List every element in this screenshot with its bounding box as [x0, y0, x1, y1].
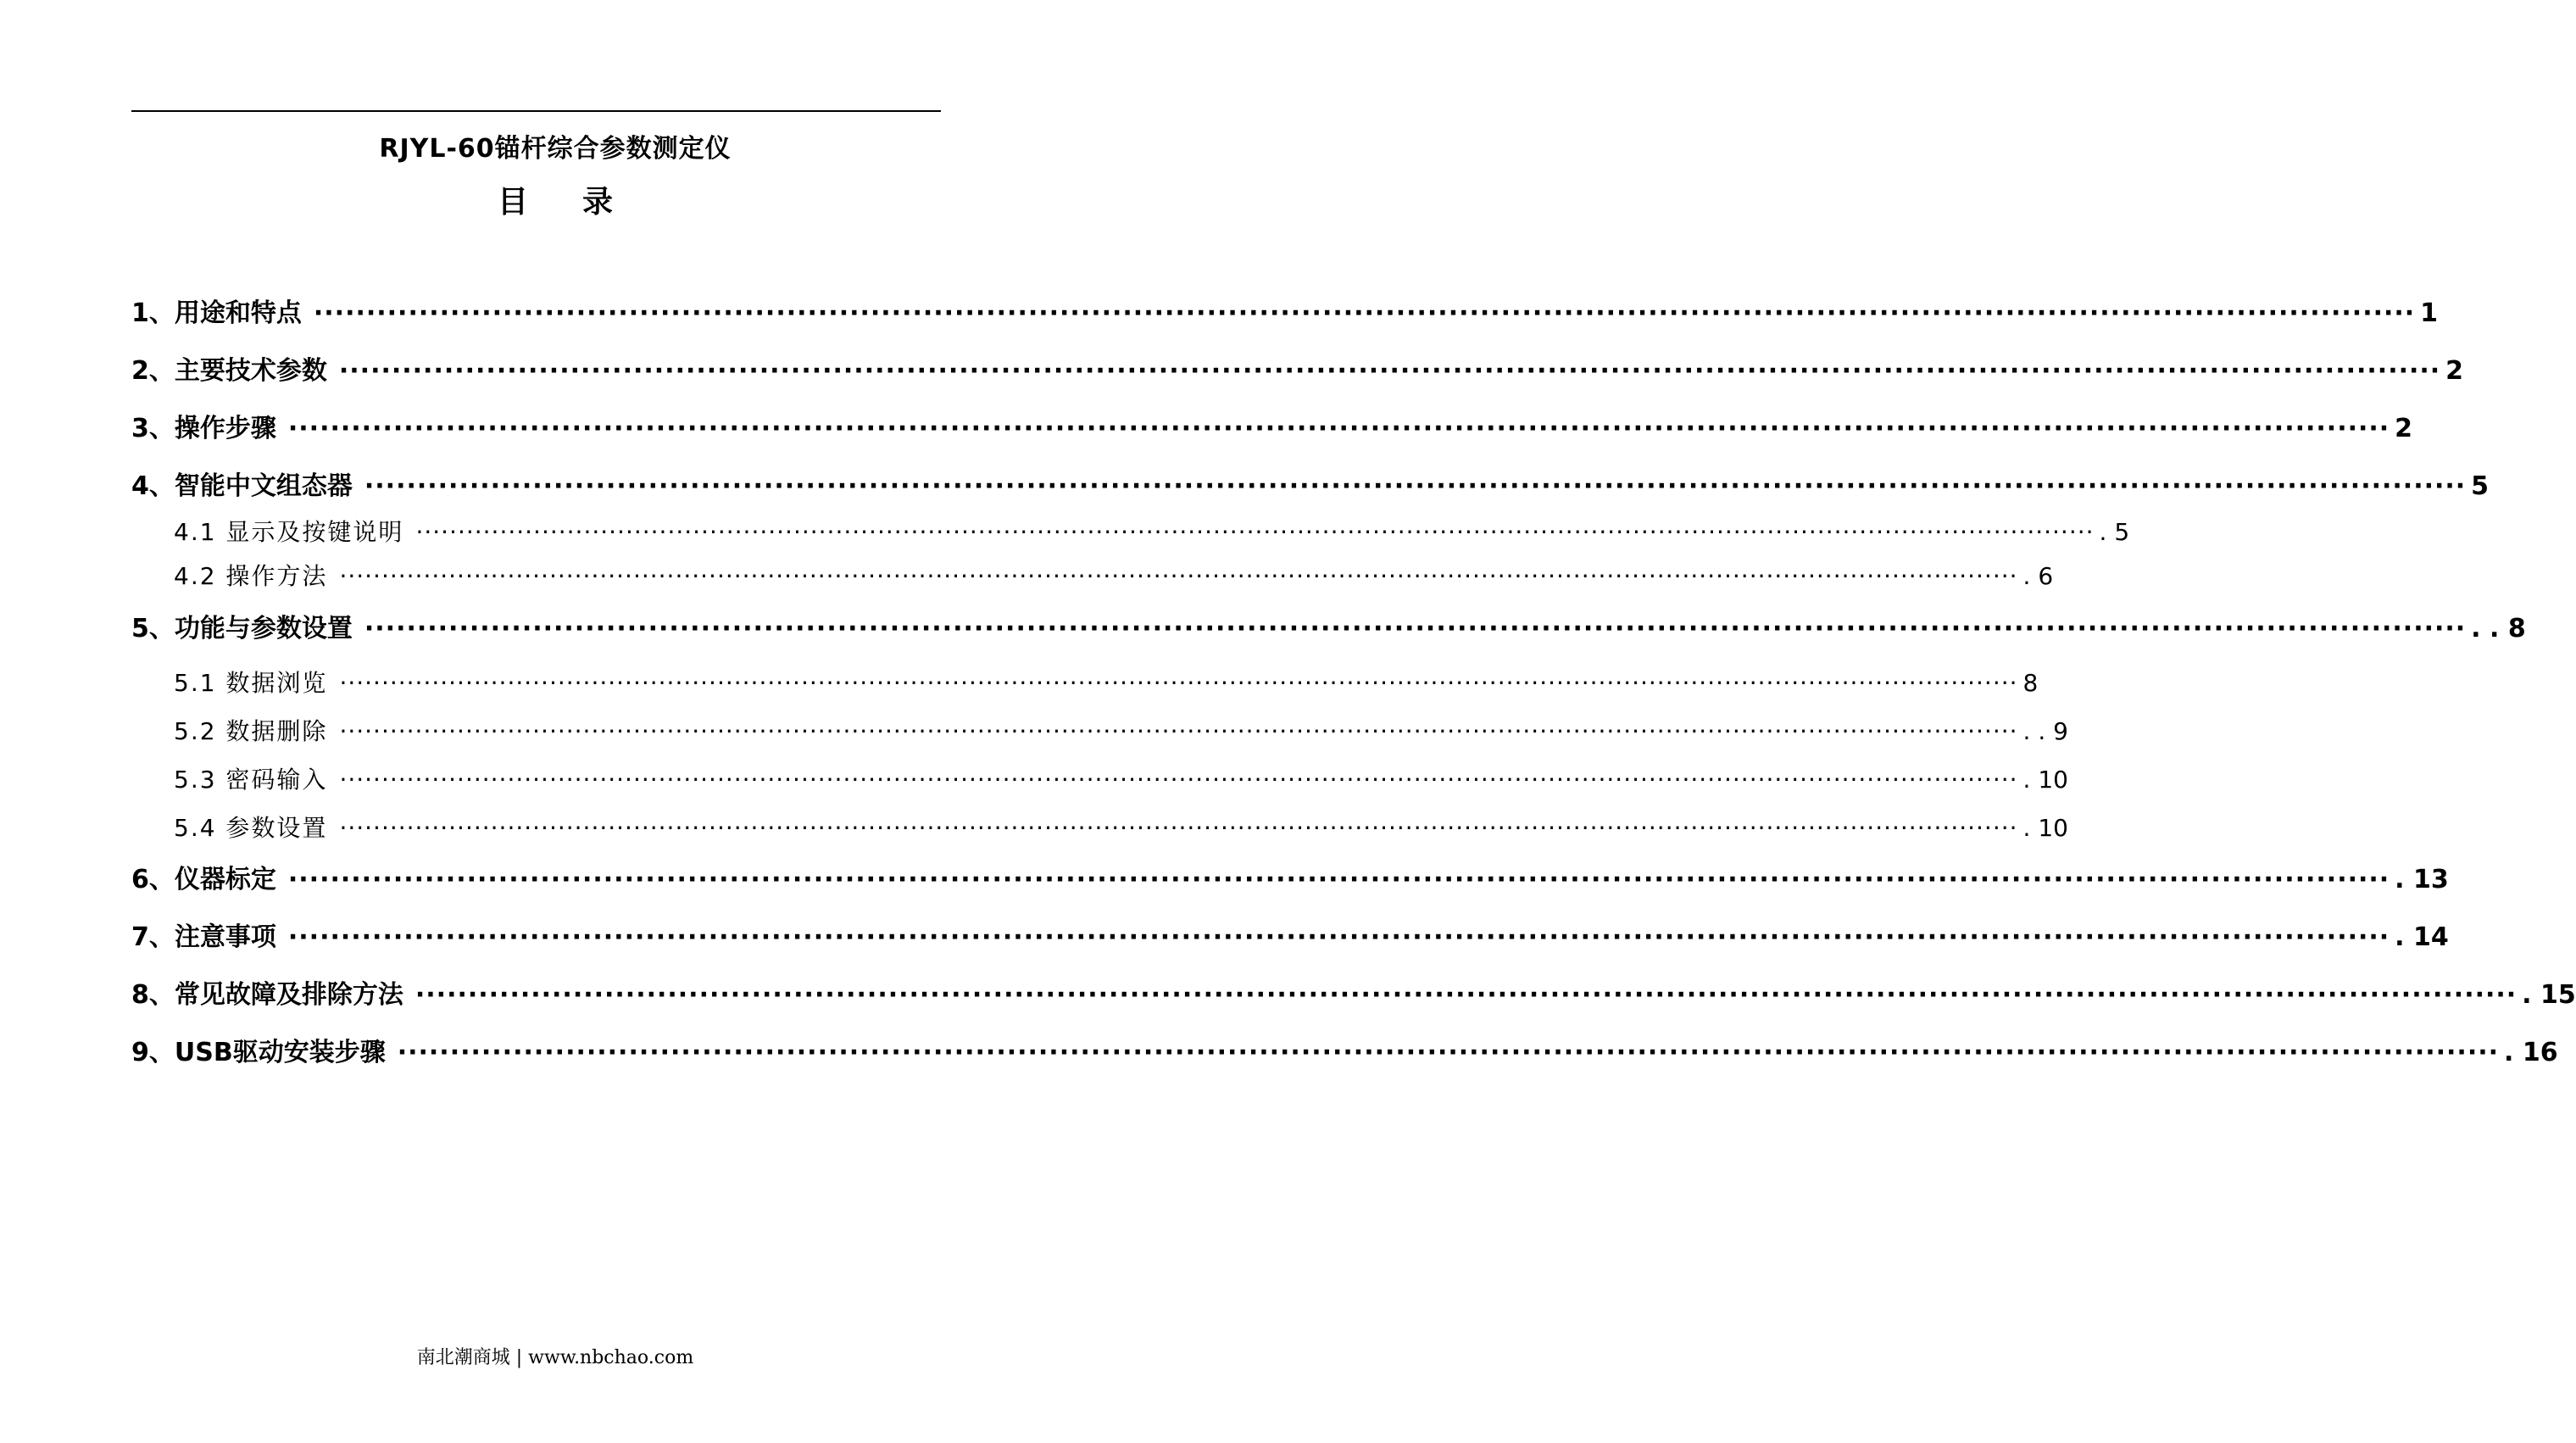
toc-leader-dots: ········································································································································································································ — [415, 518, 2095, 546]
toc-entry[interactable] — [131, 607, 2526, 644]
toc-entry-label: 1、用途和特点 — [131, 298, 302, 328]
toc-leader-dots: ········································································································································································································ — [339, 717, 2018, 745]
toc-entry-page: . 10 — [2022, 766, 2068, 794]
toc-entry-label: 5.3 密码输入 — [174, 766, 328, 794]
toc-entry[interactable] — [131, 407, 2413, 444]
toc-entry[interactable] — [131, 349, 2464, 387]
toc-entry-label: 4.1 显示及按键说明 — [174, 518, 404, 546]
toc-entry-page: 2 — [2395, 414, 2413, 443]
toc-entry-label: 5.4 参数设置 — [174, 814, 328, 842]
toc-entry-page: . 5 — [2099, 518, 2130, 546]
toc-entry[interactable] — [131, 1031, 2558, 1068]
toc-leader-dots: ········································································································································································································ — [339, 562, 2018, 590]
toc-subentry[interactable] — [174, 665, 2039, 699]
toc-entry-label: 5.1 数据浏览 — [174, 669, 328, 697]
toc-entry-page: . 6 — [2022, 562, 2054, 590]
toc-leader-dots: ········································································································································································································ — [364, 471, 2467, 501]
toc-entry[interactable] — [131, 858, 2449, 895]
toc-entry-page: 5 — [2471, 471, 2490, 501]
toc-leader-dots: ········································································································································································································ — [414, 980, 2518, 1010]
toc-leader-dots: ········································································································································································································ — [397, 1038, 2500, 1067]
header-rule — [131, 110, 941, 112]
document-title: RJYL-60锚杆综合参数测定仪 — [379, 134, 732, 164]
toc-subentry[interactable] — [174, 810, 2068, 844]
toc-leader-dots: ········································································································································································································ — [287, 922, 2390, 952]
toc-leader-dots: ········································································································································································································ — [287, 865, 2390, 894]
toc-entry-page: . 16 — [2504, 1038, 2558, 1067]
toc-subentry[interactable] — [174, 761, 2068, 795]
toc-entry-label: 6、仪器标定 — [131, 865, 276, 894]
toc-entry[interactable] — [131, 973, 2576, 1011]
toc-leader-dots: ········································································································································································································ — [338, 356, 2441, 386]
toc-entry-label: 4、智能中文组态器 — [131, 471, 353, 501]
toc-entry-page: . . 8 — [2471, 614, 2526, 644]
toc-leader-dots: ········································································································································································································ — [339, 766, 2018, 794]
toc-entry-label: 4.2 操作方法 — [174, 562, 328, 590]
toc-entry-label: 7、注意事项 — [131, 922, 276, 952]
toc-entry-label: 2、主要技术参数 — [131, 356, 327, 386]
toc-entry-page: . 10 — [2022, 814, 2068, 842]
toc-leader-dots: ········································································································································································································ — [313, 298, 2416, 328]
toc-leader-dots: ········································································································································································································ — [339, 669, 2018, 697]
toc-leader-dots: ········································································································································································································ — [287, 414, 2390, 443]
toc-entry-label: 5.2 数据删除 — [174, 717, 328, 745]
toc-entry-label: 5、功能与参数设置 — [131, 614, 353, 644]
toc-entry-label: 8、常见故障及排除方法 — [131, 980, 403, 1010]
toc-entry[interactable] — [131, 292, 2439, 329]
toc-leader-dots: ········································································································································································································ — [364, 614, 2467, 644]
toc-entry-page: 2 — [2445, 356, 2464, 386]
toc-subentry[interactable] — [174, 558, 2054, 592]
toc-entry-label: 9、USB驱动安装步骤 — [131, 1038, 386, 1067]
toc-leader-dots: ········································································································································································································ — [339, 814, 2018, 842]
toc-entry-page: . 15 — [2522, 980, 2576, 1010]
toc-subentry[interactable] — [174, 514, 2130, 548]
footer-watermark: 南北潮商城 | www.nbchao.com — [416, 1347, 694, 1368]
toc-entry-page: 8 — [2022, 669, 2039, 697]
toc-entry[interactable] — [131, 916, 2449, 953]
toc-entry-label: 3、操作步骤 — [131, 414, 276, 443]
toc-heading: 目录 — [497, 185, 667, 220]
toc-subentry[interactable] — [174, 713, 2068, 747]
toc-entry-page: . 13 — [2395, 865, 2449, 894]
toc-entry[interactable] — [131, 465, 2490, 502]
toc-entry-page: . . 9 — [2022, 717, 2068, 745]
toc-entry-page: . 14 — [2395, 922, 2449, 952]
toc-entry-page: 1 — [2420, 298, 2439, 328]
